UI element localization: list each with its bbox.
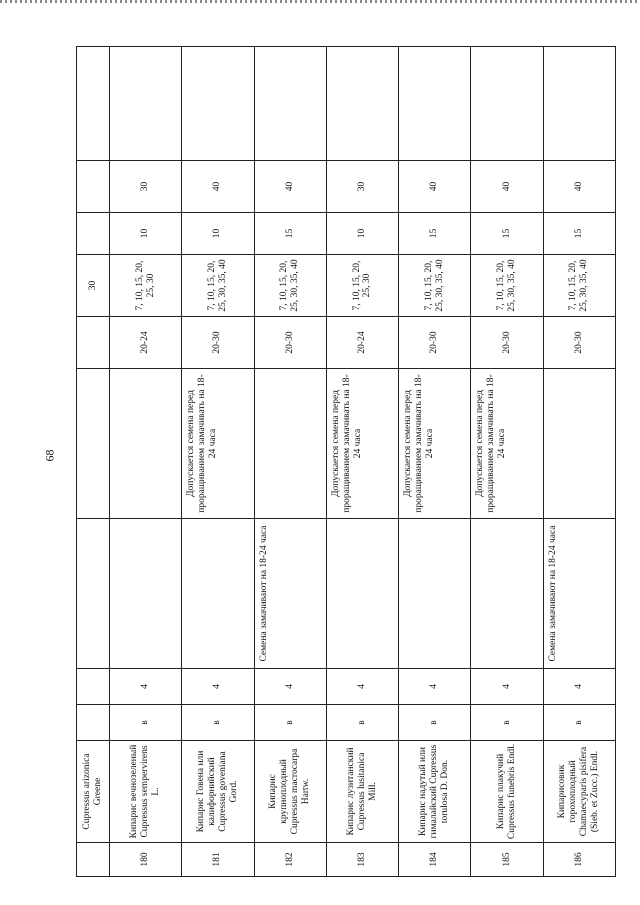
cell-c4: 4 <box>109 669 181 705</box>
cell-c7 <box>77 317 110 369</box>
cell-species: Кипарис вечнозеленый Cupressus sempervirens L. <box>109 741 181 843</box>
cell-c3: в <box>326 705 398 741</box>
cell-c11 <box>182 47 254 161</box>
cell-c3: в <box>109 705 181 741</box>
cell-c4: 4 <box>326 669 398 705</box>
table-row <box>543 47 615 877</box>
table-row <box>326 47 398 877</box>
cell-c4: 4 <box>182 669 254 705</box>
cell-c5 <box>77 519 110 669</box>
cell-c5 <box>399 519 471 669</box>
cell-number: 186 <box>543 843 615 877</box>
cell-c10: 40 <box>471 161 543 213</box>
cell-c4: 4 <box>471 669 543 705</box>
cell-c6 <box>254 369 326 519</box>
cell-c6 <box>77 369 110 519</box>
cell-c10: 40 <box>182 161 254 213</box>
cell-c5: Семена замачивают на 18-24 часа <box>254 519 326 669</box>
scan-edge <box>0 0 640 3</box>
cell-c6: Допускается семена перед проращиванием замачивать на 18-24 часа <box>182 369 254 519</box>
cell-c5 <box>109 519 181 669</box>
cell-species: Кипарис крупноплодный Cupressus macrocarpa Hartw. <box>254 741 326 843</box>
cell-c10: 30 <box>326 161 398 213</box>
cell-c6: Допускается семена перед проращиванием замачивать на 18-24 часа <box>326 369 398 519</box>
cell-c11 <box>109 47 181 161</box>
cell-c10: 40 <box>254 161 326 213</box>
table-row-continuation <box>77 47 110 877</box>
cell-species: Кипарис лузитанский Cupressus lusitanica Mill. <box>326 741 398 843</box>
cell-c6: Допускается семена перед проращиванием замачивать на 18-24 часа <box>399 369 471 519</box>
cell-c4 <box>77 669 110 705</box>
cell-c5: Семена замачивают на 18-24 часа <box>543 519 615 669</box>
cell-c9: 10 <box>326 213 398 255</box>
cell-c5 <box>471 519 543 669</box>
cell-c8: 7, 10, 15, 20, 25, 30 <box>109 255 181 317</box>
cell-c9: 15 <box>399 213 471 255</box>
cell-c9: 15 <box>543 213 615 255</box>
table-body <box>77 47 616 877</box>
cell-species: Кипарисовик горохоплодный Chamaecyparis pisifera (Sieb. et Zucc.) Endl. <box>543 741 615 843</box>
cell-c7: 20-24 <box>326 317 398 369</box>
cell-c9 <box>77 213 110 255</box>
cell-c9: 10 <box>109 213 181 255</box>
cell-c3: в <box>182 705 254 741</box>
cell-species: Кипарис плакучий Cupressus funebris Endl. <box>471 741 543 843</box>
cell-c7: 20-30 <box>471 317 543 369</box>
cell-c7: 20-30 <box>399 317 471 369</box>
table-row <box>399 47 471 877</box>
cell-c3: в <box>399 705 471 741</box>
page-number: 68 <box>42 449 57 462</box>
cell-c7: 20-30 <box>254 317 326 369</box>
cell-c10 <box>77 161 110 213</box>
cell-c8: 30 <box>77 255 110 317</box>
cell-c9: 15 <box>254 213 326 255</box>
cell-c8: 7, 10, 15, 20, 25, 30 <box>326 255 398 317</box>
cell-c10: 40 <box>399 161 471 213</box>
cell-c10: 40 <box>543 161 615 213</box>
cell-c4: 4 <box>399 669 471 705</box>
table-row <box>471 47 543 877</box>
cell-c3: в <box>543 705 615 741</box>
cell-number: 185 <box>471 843 543 877</box>
cell-c11 <box>543 47 615 161</box>
cell-number: 180 <box>109 843 181 877</box>
cell-c4: 4 <box>254 669 326 705</box>
table-row <box>109 47 181 877</box>
cell-c8: 7, 10, 15, 20, 25, 30, 35, 40 <box>399 255 471 317</box>
cell-species: Кипарис Говена или калифорнийский Cupressus govenianа Gord. <box>182 741 254 843</box>
cell-number: 181 <box>182 843 254 877</box>
cell-species: Cupressus arizonica Greene <box>77 741 110 843</box>
cell-c5 <box>182 519 254 669</box>
cell-c3 <box>77 705 110 741</box>
cell-c10: 30 <box>109 161 181 213</box>
cell-c11 <box>77 47 110 161</box>
cell-c3: в <box>471 705 543 741</box>
cell-c11 <box>326 47 398 161</box>
table-row <box>182 47 254 877</box>
rotated-table-wrapper <box>76 47 616 877</box>
cell-c9: 15 <box>471 213 543 255</box>
cell-c7: 20-24 <box>109 317 181 369</box>
cell-number: 184 <box>399 843 471 877</box>
cell-c11 <box>254 47 326 161</box>
table-row <box>254 47 326 877</box>
cell-c7: 20-30 <box>182 317 254 369</box>
cell-c3: в <box>254 705 326 741</box>
cell-c8: 7, 10, 15, 20, 25, 30, 35, 40 <box>254 255 326 317</box>
cell-number: 182 <box>254 843 326 877</box>
cell-number: 183 <box>326 843 398 877</box>
cell-c5 <box>326 519 398 669</box>
cell-c11 <box>399 47 471 161</box>
cell-c11 <box>471 47 543 161</box>
cell-c6 <box>543 369 615 519</box>
cell-c4: 4 <box>543 669 615 705</box>
cell-c6: Допускается семена перед проращиванием замачивать на 18-24 часа <box>471 369 543 519</box>
cell-c6 <box>109 369 181 519</box>
cell-c9: 10 <box>182 213 254 255</box>
cell-c8: 7, 10, 15, 20, 25, 30, 35, 40 <box>543 255 615 317</box>
cell-c8: 7, 10, 15, 20, 25, 30, 35, 40 <box>471 255 543 317</box>
cell-species: Кипарис надутый или гималайский Cupressus torulosa D. Don. <box>399 741 471 843</box>
cell-c7: 20-30 <box>543 317 615 369</box>
seed-germination-table <box>76 46 616 877</box>
cell-number <box>77 843 110 877</box>
cell-c8: 7, 10, 15, 20, 25, 30, 35, 40 <box>182 255 254 317</box>
